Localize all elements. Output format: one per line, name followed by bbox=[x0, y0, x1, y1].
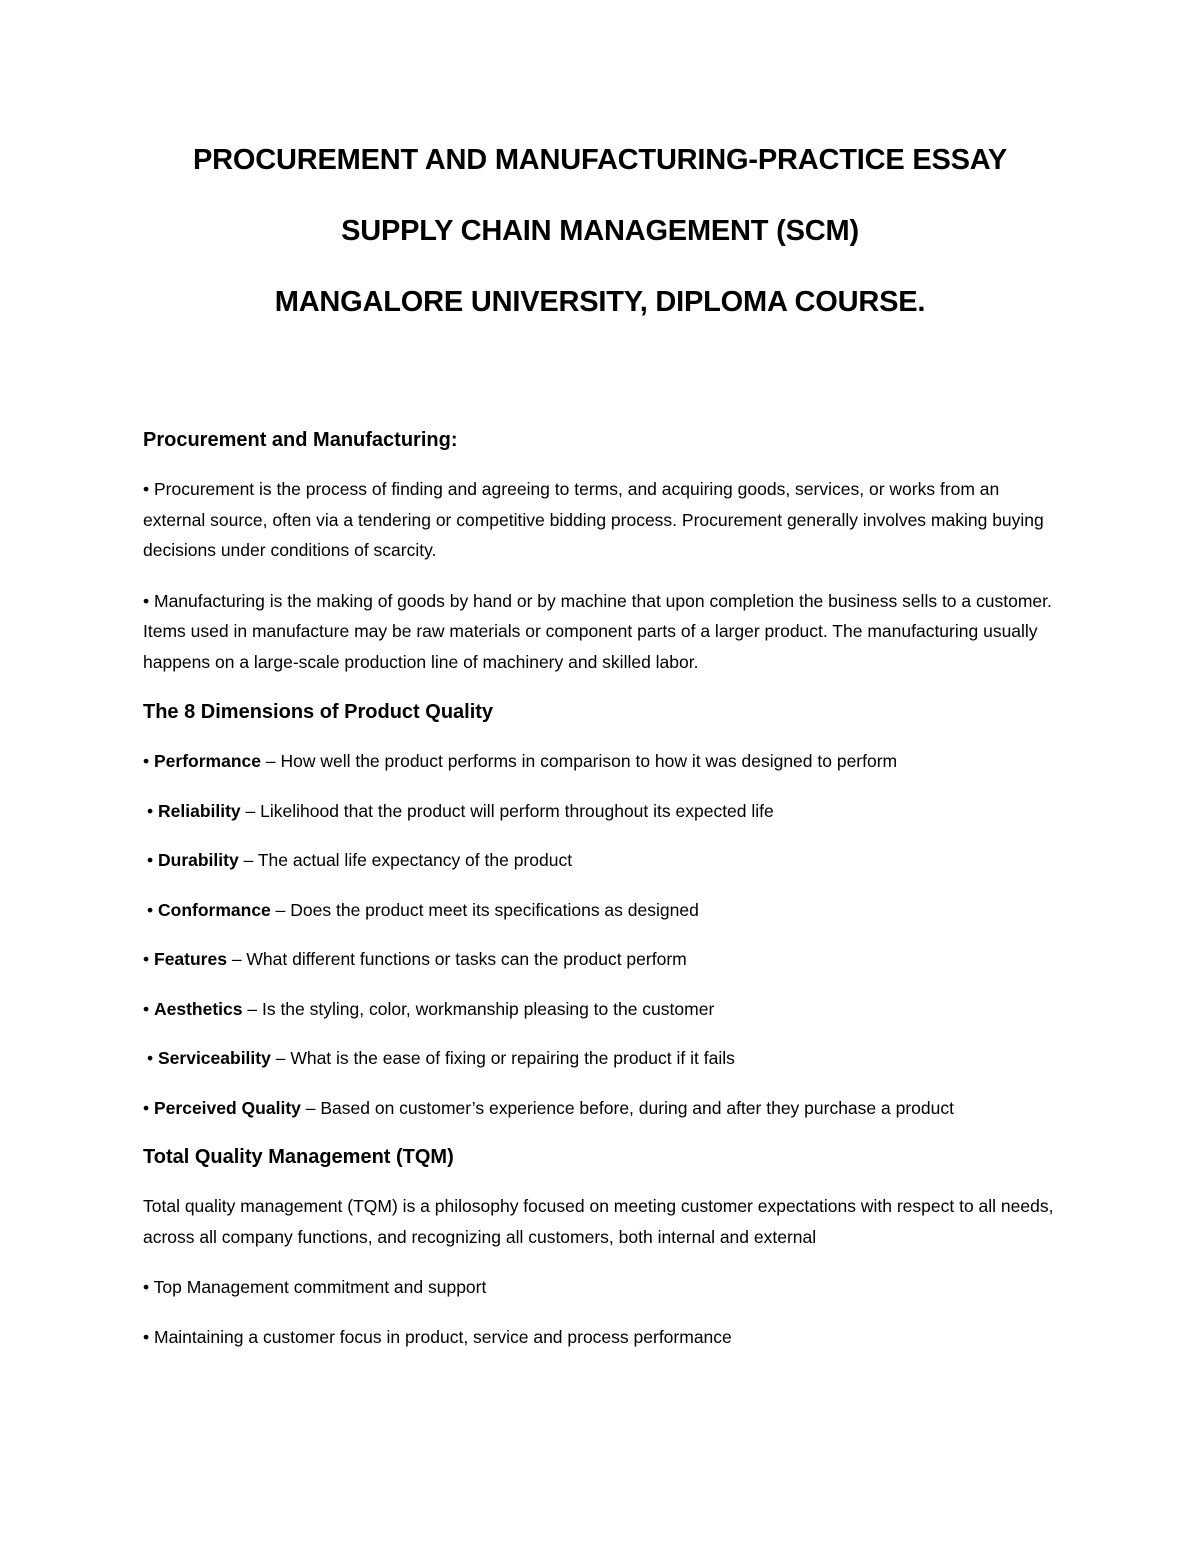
quality-dimension-item: • Reliability – Likelihood that the product will perform throughout its expected life bbox=[147, 800, 774, 821]
paragraph-manufacturing: • Manufacturing is the making of goods by hand or by machine that upon completion the business sells to a customer. Items used in manufacture may be raw materials or component parts of a larger product. The manufacturing usually happens on a large-scale production line of machinery and skilled labor. bbox=[143, 590, 1052, 672]
quality-dimension-item: • Conformance – Does the product meet its specifications as designed bbox=[147, 899, 699, 920]
document-body bbox=[143, 425, 1063, 1352]
quality-dimension-item: • Serviceability – What is the ease of fixing or repairing the product if it fails bbox=[147, 1048, 735, 1068]
dimension-term: Aesthetics bbox=[154, 998, 243, 1019]
subtitle-course: SUPPLY CHAIN MANAGEMENT (SCM) bbox=[341, 215, 859, 247]
quality-dimension-item: • Features – What different functions or tasks can the product perform bbox=[143, 949, 687, 969]
main-title: PROCUREMENT AND MANUFACTURING-PRACTICE ESSAY bbox=[193, 144, 1007, 176]
title-block bbox=[0, 140, 1200, 322]
dimension-term: Durability bbox=[158, 850, 239, 870]
section-heading-procurement: Procurement and Manufacturing: bbox=[143, 429, 458, 451]
quality-dimension-item: • Durability – The actual life expectancy of the product bbox=[147, 850, 573, 870]
quality-dimension-item: • Aesthetics – Is the styling, color, workmanship pleasing to the customer bbox=[143, 998, 715, 1019]
dimension-term: Conformance bbox=[158, 899, 271, 920]
dimension-term: Performance bbox=[154, 751, 261, 771]
paragraph-procurement: • Procurement is the process of finding and agreeing to terms, and acquiring goods, services, or works from an external source, often via a tendering or competitive bidding process. Procurement generally involves making buying decisions under conditions of scarcity. bbox=[143, 479, 1044, 560]
tqm-bullet-item: • Top Management commitment and support bbox=[143, 1277, 487, 1297]
dimension-term: Features bbox=[154, 949, 227, 969]
section-heading-quality-dimensions: The 8 Dimensions of Product Quality bbox=[143, 701, 494, 723]
subtitle-university: MANGALORE UNIVERSITY, DIPLOMA COURSE. bbox=[274, 286, 926, 318]
quality-dimension-item: • Performance – How well the product performs in comparison to how it was designed to perform bbox=[143, 751, 898, 771]
dimension-term: Reliability bbox=[158, 800, 241, 821]
section-heading-tqm: Total Quality Management (TQM) bbox=[143, 1146, 454, 1168]
tqm-bullet-item: • Maintaining a customer focus in product, service and process performance bbox=[143, 1326, 732, 1347]
quality-dimension-item: • Perceived Quality – Based on customer’s experience before, during and after they purchase a product bbox=[143, 1097, 954, 1118]
paragraph-tqm: Total quality management (TQM) is a philosophy focused on meeting customer expectations with respect to all needs, across all company functions, and recognizing all customers, both internal and external bbox=[143, 1196, 1054, 1247]
dimension-term: Perceived Quality bbox=[154, 1097, 301, 1118]
dimension-term: Serviceability bbox=[158, 1048, 271, 1068]
